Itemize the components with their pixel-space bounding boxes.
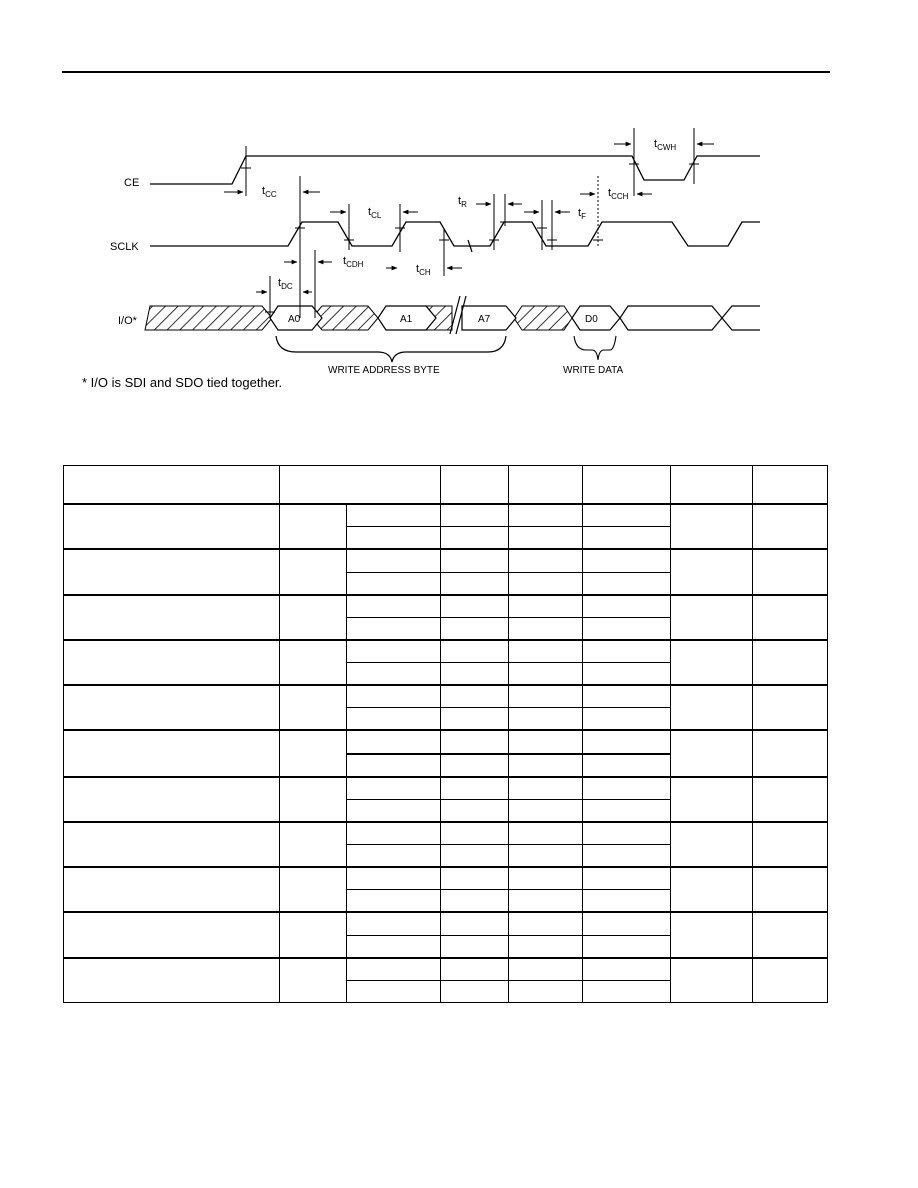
max-cell: [583, 980, 671, 1002]
min-cell: [441, 527, 509, 550]
param-cell: [64, 867, 280, 912]
crossing-marks: [241, 164, 699, 312]
table-row: [64, 504, 828, 527]
min-cell: [441, 754, 509, 777]
header-cell-max: [583, 466, 671, 505]
footnote: * I/O is SDI and SDO tied together.: [82, 375, 283, 390]
data-brace-label: WRITE DATA: [563, 365, 624, 376]
typ-cell: [509, 708, 583, 731]
table-row: [64, 685, 828, 708]
max-cell: [583, 935, 671, 958]
units-cell: [671, 822, 753, 867]
param-cell: [64, 822, 280, 867]
max-cell: [583, 617, 671, 640]
min-cell: [441, 572, 509, 595]
typ-cell: [509, 799, 583, 822]
tcl-label: $t_{CL}$: [368, 206, 382, 220]
tr-label: $t_R$: [458, 195, 467, 209]
units-cell: [671, 685, 753, 730]
typ-cell: [509, 617, 583, 640]
symbol-cell: [280, 958, 347, 1003]
param-cell: [64, 640, 280, 685]
max-cell: [583, 572, 671, 595]
symbol-cell: [280, 504, 347, 549]
min-cell: [441, 708, 509, 731]
min-cell: [441, 867, 509, 890]
typ-cell: [509, 890, 583, 913]
tcc-label: $t_{CC}$: [262, 185, 277, 199]
max-cell: [583, 549, 671, 572]
max-cell: [583, 845, 671, 868]
header-cell-min: [441, 466, 509, 505]
max-cell: [583, 595, 671, 618]
notes-cell: [753, 730, 828, 776]
max-cell: [583, 822, 671, 845]
max-cell: [583, 754, 671, 777]
units-cell: [671, 595, 753, 640]
table-row: [64, 958, 828, 981]
bit-a1-label: A1: [400, 314, 413, 325]
param-cell: [64, 504, 280, 549]
condition-cell: [347, 663, 441, 686]
tf-label: $t_F$: [578, 207, 586, 221]
condition-cell: [347, 754, 441, 777]
typ-cell: [509, 777, 583, 800]
param-cell: [64, 685, 280, 730]
units-cell: [671, 777, 753, 822]
max-cell: [583, 730, 671, 753]
min-cell: [441, 640, 509, 663]
typ-cell: [509, 958, 583, 981]
param-cell: [64, 777, 280, 822]
min-cell: [441, 617, 509, 640]
header-cell-symbol: [280, 466, 441, 505]
table-row: [64, 777, 828, 800]
max-cell: [583, 799, 671, 822]
units-cell: [671, 640, 753, 685]
typ-cell: [509, 912, 583, 935]
notes-cell: [753, 685, 828, 730]
address-brace-label: WRITE ADDRESS BYTE: [328, 365, 440, 376]
bit-a7-label: A7: [478, 314, 491, 325]
ac-characteristics-table: [63, 465, 828, 1003]
max-cell: [583, 685, 671, 708]
condition-cell: [347, 935, 441, 958]
ce-waveform: [150, 156, 760, 184]
typ-cell: [509, 822, 583, 845]
symbol-cell: [280, 867, 347, 912]
notes-cell: [753, 549, 828, 594]
units-cell: [671, 504, 753, 549]
param-cell: [64, 730, 280, 776]
symbol-cell: [280, 640, 347, 685]
typ-cell: [509, 754, 583, 777]
notes-cell: [753, 822, 828, 867]
condition-cell: [347, 595, 441, 618]
io-cell-d2: [722, 306, 760, 330]
condition-cell: [347, 980, 441, 1002]
tdc-label: $t_{DC}$: [278, 277, 293, 291]
typ-cell: [509, 845, 583, 868]
max-cell: [583, 912, 671, 935]
units-cell: [671, 958, 753, 1003]
header-cell-parameter: [64, 466, 280, 505]
typ-cell: [509, 867, 583, 890]
condition-cell: [347, 799, 441, 822]
max-cell: [583, 663, 671, 686]
condition-cell: [347, 958, 441, 981]
typ-cell: [509, 549, 583, 572]
max-cell: [583, 527, 671, 550]
io-cell-d1: [620, 306, 722, 330]
max-cell: [583, 867, 671, 890]
symbol-cell: [280, 777, 347, 822]
typ-cell: [509, 595, 583, 618]
typ-cell: [509, 640, 583, 663]
table-header-row: [64, 466, 828, 505]
typ-cell: [509, 663, 583, 686]
min-cell: [441, 822, 509, 845]
min-cell: [441, 663, 509, 686]
min-cell: [441, 595, 509, 618]
tcwh-label: $t_{CWH}$: [654, 138, 677, 152]
units-cell: [671, 549, 753, 594]
ce-label: CE: [124, 177, 140, 189]
symbol-cell: [280, 822, 347, 867]
typ-cell: [509, 685, 583, 708]
condition-cell: [347, 640, 441, 663]
min-cell: [441, 504, 509, 527]
condition-cell: [347, 912, 441, 935]
min-cell: [441, 685, 509, 708]
max-cell: [583, 640, 671, 663]
min-cell: [441, 958, 509, 981]
symbol-cell: [280, 595, 347, 640]
table-row: [64, 822, 828, 845]
min-cell: [441, 799, 509, 822]
io-hatch-a7-d0: [514, 306, 572, 330]
typ-cell: [509, 572, 583, 595]
symbol-cell: [280, 549, 347, 594]
typ-cell: [509, 504, 583, 527]
param-cell: [64, 958, 280, 1003]
io-label: I/O*: [118, 315, 137, 327]
notes-cell: [753, 504, 828, 549]
max-cell: [583, 890, 671, 913]
table-row: [64, 595, 828, 618]
min-cell: [441, 912, 509, 935]
notes-cell: [753, 595, 828, 640]
typ-cell: [509, 527, 583, 550]
units-cell: [671, 867, 753, 912]
table-row: [64, 640, 828, 663]
condition-cell: [347, 685, 441, 708]
max-cell: [583, 777, 671, 800]
table-row: [64, 867, 828, 890]
units-cell: [671, 912, 753, 957]
symbol-cell: [280, 685, 347, 730]
units-cell: [671, 730, 753, 776]
condition-cell: [347, 617, 441, 640]
data-brace: [574, 336, 616, 360]
tcdh-label: $t_{CDH}$: [343, 255, 364, 269]
symbol-cell: [280, 912, 347, 957]
bit-a0-label: A0: [288, 314, 301, 325]
table-row: [64, 912, 828, 935]
condition-cell: [347, 527, 441, 550]
address-brace: [276, 336, 506, 362]
condition-cell: [347, 777, 441, 800]
min-cell: [441, 549, 509, 572]
condition-cell: [347, 572, 441, 595]
sclk-waveform: [150, 222, 760, 246]
max-cell: [583, 958, 671, 981]
max-cell: [583, 504, 671, 527]
notes-cell: [753, 777, 828, 822]
min-cell: [441, 730, 509, 753]
tcch-label: $t_{CCH}$: [608, 187, 629, 201]
header-cell-notes: [753, 466, 828, 505]
min-cell: [441, 777, 509, 800]
min-cell: [441, 890, 509, 913]
notes-cell: [753, 640, 828, 685]
typ-cell: [509, 980, 583, 1002]
condition-cell: [347, 708, 441, 731]
table-row: [64, 730, 828, 753]
io-hatch-pre: [145, 306, 272, 330]
notes-cell: [753, 867, 828, 912]
min-cell: [441, 845, 509, 868]
condition-cell: [347, 822, 441, 845]
param-cell: [64, 595, 280, 640]
notes-cell: [753, 958, 828, 1003]
condition-cell: [347, 504, 441, 527]
typ-cell: [509, 730, 583, 753]
max-cell: [583, 708, 671, 731]
condition-cell: [347, 867, 441, 890]
condition-cell: [347, 549, 441, 572]
condition-cell: [347, 890, 441, 913]
typ-cell: [509, 935, 583, 958]
min-cell: [441, 980, 509, 1002]
condition-cell: [347, 845, 441, 868]
timing-diagram: [0, 0, 918, 420]
min-cell: [441, 935, 509, 958]
param-cell: [64, 549, 280, 594]
bit-d0-label: D0: [585, 314, 598, 325]
symbol-cell: [280, 730, 347, 776]
condition-cell: [347, 730, 441, 753]
sclk-label: SCLK: [110, 241, 139, 253]
notes-cell: [753, 912, 828, 957]
param-cell: [64, 912, 280, 957]
header-cell-units: [671, 466, 753, 505]
table-row: [64, 549, 828, 572]
header-cell-typ: [509, 466, 583, 505]
tch-label: $t_{CH}$: [416, 263, 431, 277]
